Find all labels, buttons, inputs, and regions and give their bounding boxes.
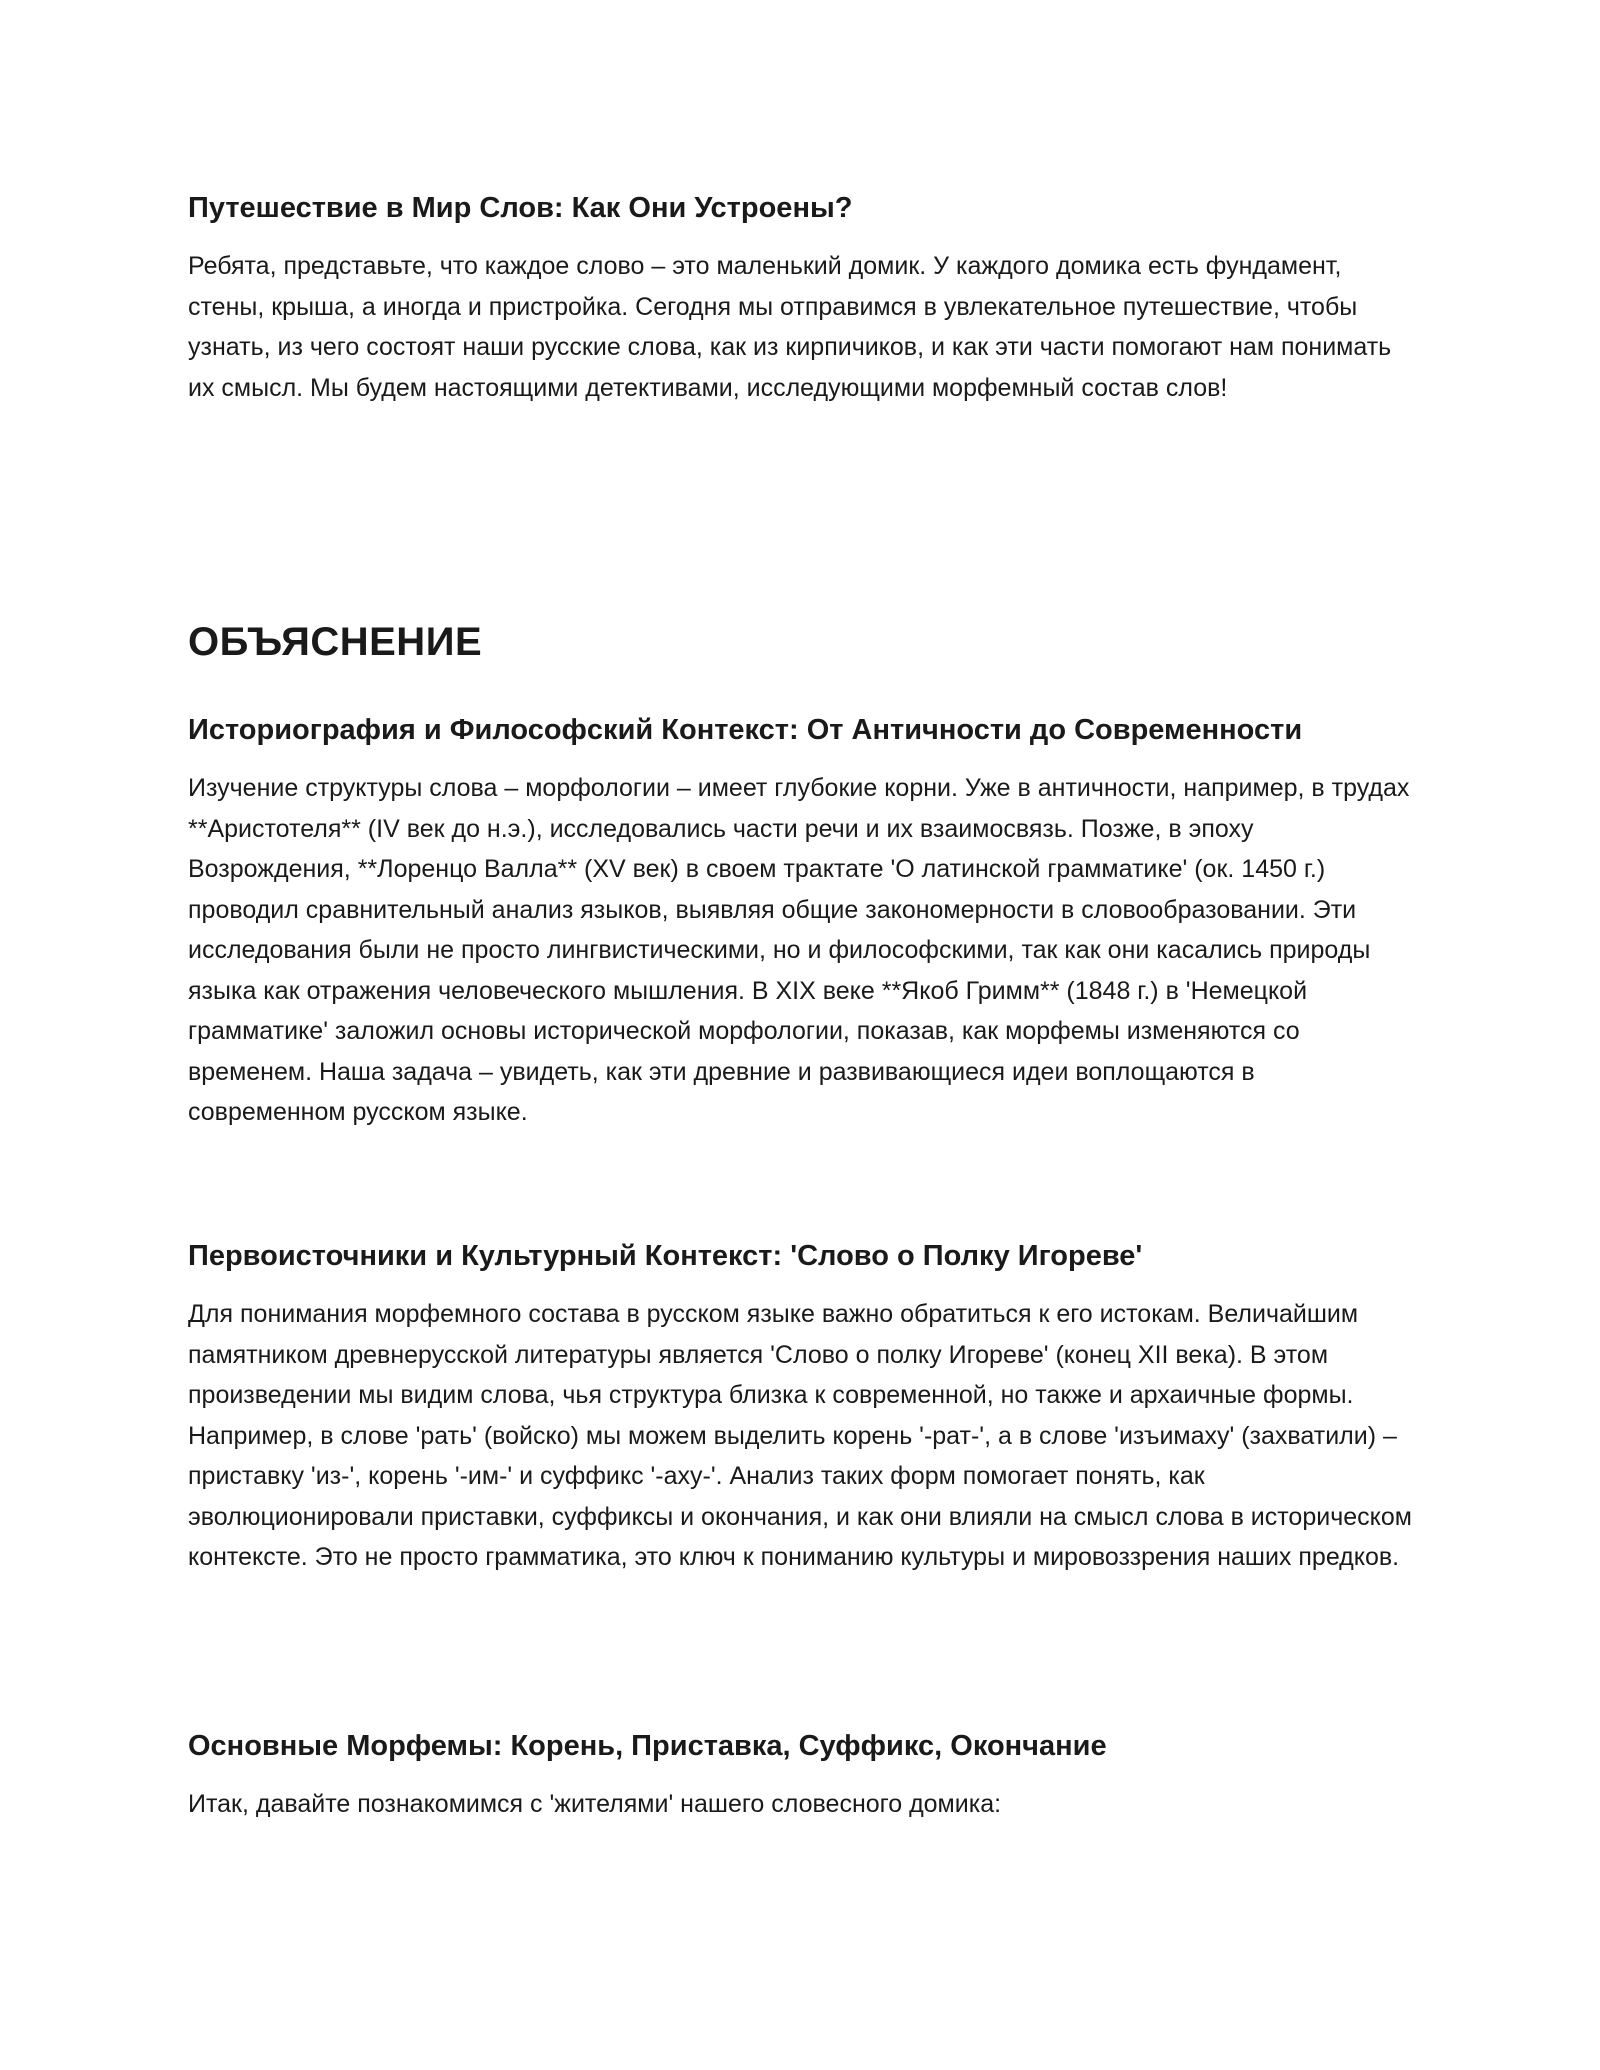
section-morphemes-heading: Основные Морфемы: Корень, Приставка, Суффикс, Окончание	[188, 1730, 1107, 1762]
intro-heading: Путешествие в Мир Слов: Как Они Устроены?	[188, 192, 853, 224]
explanation-title: ОБЪЯСНЕНИЕ	[188, 620, 483, 664]
section-morphemes-paragraph: Итак, давайте познакомимся с 'жителями' нашего словесного домика:	[188, 1790, 1002, 1818]
intro-paragraph: Ребята, представьте, что каждое слово – это маленький домик. У каждого домика есть фундамент, стены, крыша, а иногда и пристройка. Сегодня мы отправимся в увлекательное путешествие, чтобы узнать, из чего состоят наши русские слова, как из кирпичиков, и как эти части помогают нам понимать их смысл. Мы будем настоящими детективами, исследующими морфемный состав слов!	[188, 252, 1392, 402]
section-sources-heading: Первоисточники и Культурный Контекст: 'Слово о Полку Игореве'	[188, 1240, 1143, 1272]
section-historiography-heading: Историография и Философский Контекст: От Античности до Современности	[188, 714, 1303, 746]
section-sources-paragraph: Для понимания морфемного состава в русском языке важно обратиться к его истокам. Величайшим памятником древнерусской литературы является 'Слово о полку Игореве' (конец XII века). В этом произведении мы видим слова, чья структура близка к современной, но также и архаичные формы. Например, в слове 'рать' (войско) мы можем выделить корень '-рат-', а в слове 'изъимаху' (захватили) – приставку 'из-', корень '-им-' и суффикс '-аху-'. Анализ таких форм помогает понять, как эволюционировали приставки, суффиксы и окончания, и как они влияли на смысл слова в историческом контексте. Это не просто грамматика, это ключ к пониманию культуры и мировоззрения наших предков.	[188, 1300, 1412, 1571]
section-historiography-paragraph: Изучение структуры слова – морфологии – имеет глубокие корни. Уже в античности, например, в трудах **Аристотеля** (IV век до н.э.), исследовались части речи и их взаимосвязь. Позже, в эпоху Возрождения, **Лоренцо Валла** (XV век) в своем трактате 'О латинской грамматике' (ок. 1450 г.) проводил сравнительный анализ языков, выявляя общие закономерности в словообразовании. Эти исследования были не просто лингвистическими, но и философскими, так как они касались природы языка как отражения человеческого мышления. В XIX веке **Якоб Гримм** (1848 г.) в 'Немецкой грамматике' заложил основы исторической морфологии, показав, как морфемы изменяются со временем. Наша задача – увидеть, как эти древние и развивающиеся идеи воплощаются в современном русском языке.	[188, 774, 1410, 1126]
